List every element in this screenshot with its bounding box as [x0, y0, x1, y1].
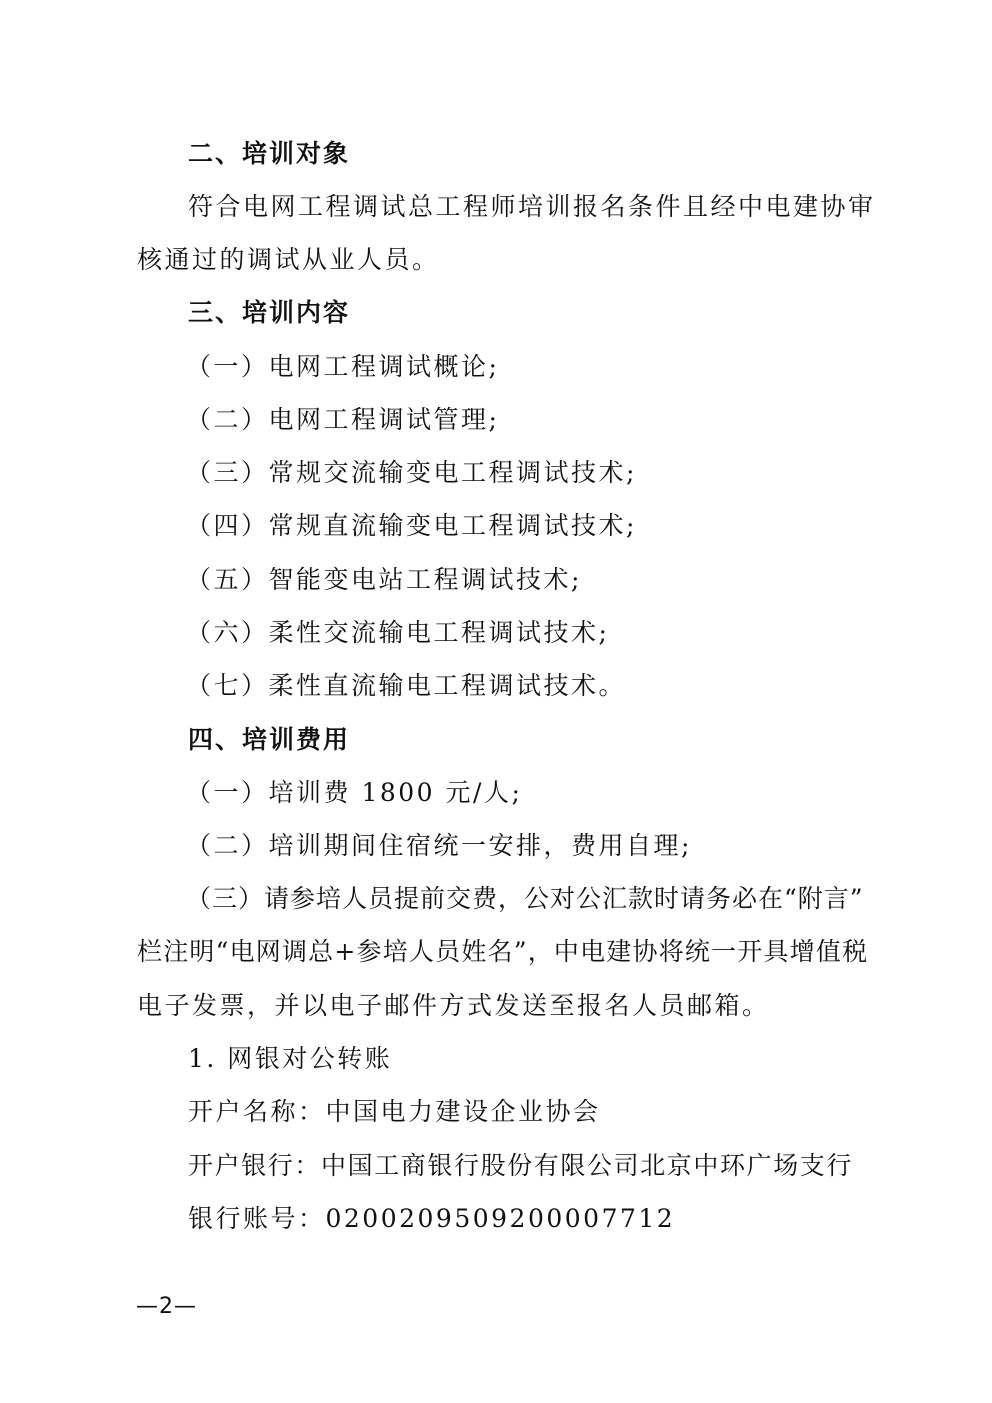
content-item-6: （六）柔性交流输电工程调试技术; [186, 618, 610, 647]
content-item-5: （五）智能变电站工程调试技术; [186, 565, 582, 594]
content-item-4: （四）常规直流输变电工程调试技术; [186, 511, 637, 540]
section-heading-fees: 四、培训费用 [188, 725, 351, 754]
fees-item-3-line-3: 电子发票，并以电子邮件方式发送至报名人员邮箱。 [137, 991, 770, 1020]
bank-name: 开户银行：中国工商银行股份有限公司北京中环广场支行 [188, 1151, 854, 1180]
content-item-2: （二）电网工程调试管理; [186, 405, 500, 434]
fees-item-3-line-2: 栏注明“电网调总+参培人员姓名”，中电建协将统一开具增值税 [137, 937, 869, 966]
account-number: 银行账号：0200209509200007712 [188, 1204, 676, 1233]
fees-item-3-line-1: （三）请参培人员提前交费，公对公汇款时请务必在“附言” [186, 884, 864, 913]
fees-item-1: （一）培训费 1800 元/人; [186, 778, 523, 807]
content-item-3: （三）常规交流输变电工程调试技术; [186, 458, 637, 487]
account-name: 开户名称：中国电力建设企业协会 [188, 1097, 601, 1126]
fees-item-2: （二）培训期间住宿统一安排，费用自理; [186, 831, 692, 860]
page-number: —2— [136, 1294, 197, 1319]
section-heading-target: 二、培训对象 [188, 139, 351, 168]
target-paragraph-line-1: 符合电网工程调试总工程师培训报名条件且经中电建协审 [188, 192, 876, 221]
section-heading-content: 三、培训内容 [188, 298, 351, 327]
content-item-1: （一）电网工程调试概论; [186, 352, 500, 381]
target-paragraph-line-2: 核通过的调试从业人员。 [137, 245, 440, 274]
bank-transfer-subheading: 1. 网银对公转账 [188, 1044, 393, 1073]
content-item-7: （七）柔性直流输电工程调试技术。 [186, 671, 627, 700]
